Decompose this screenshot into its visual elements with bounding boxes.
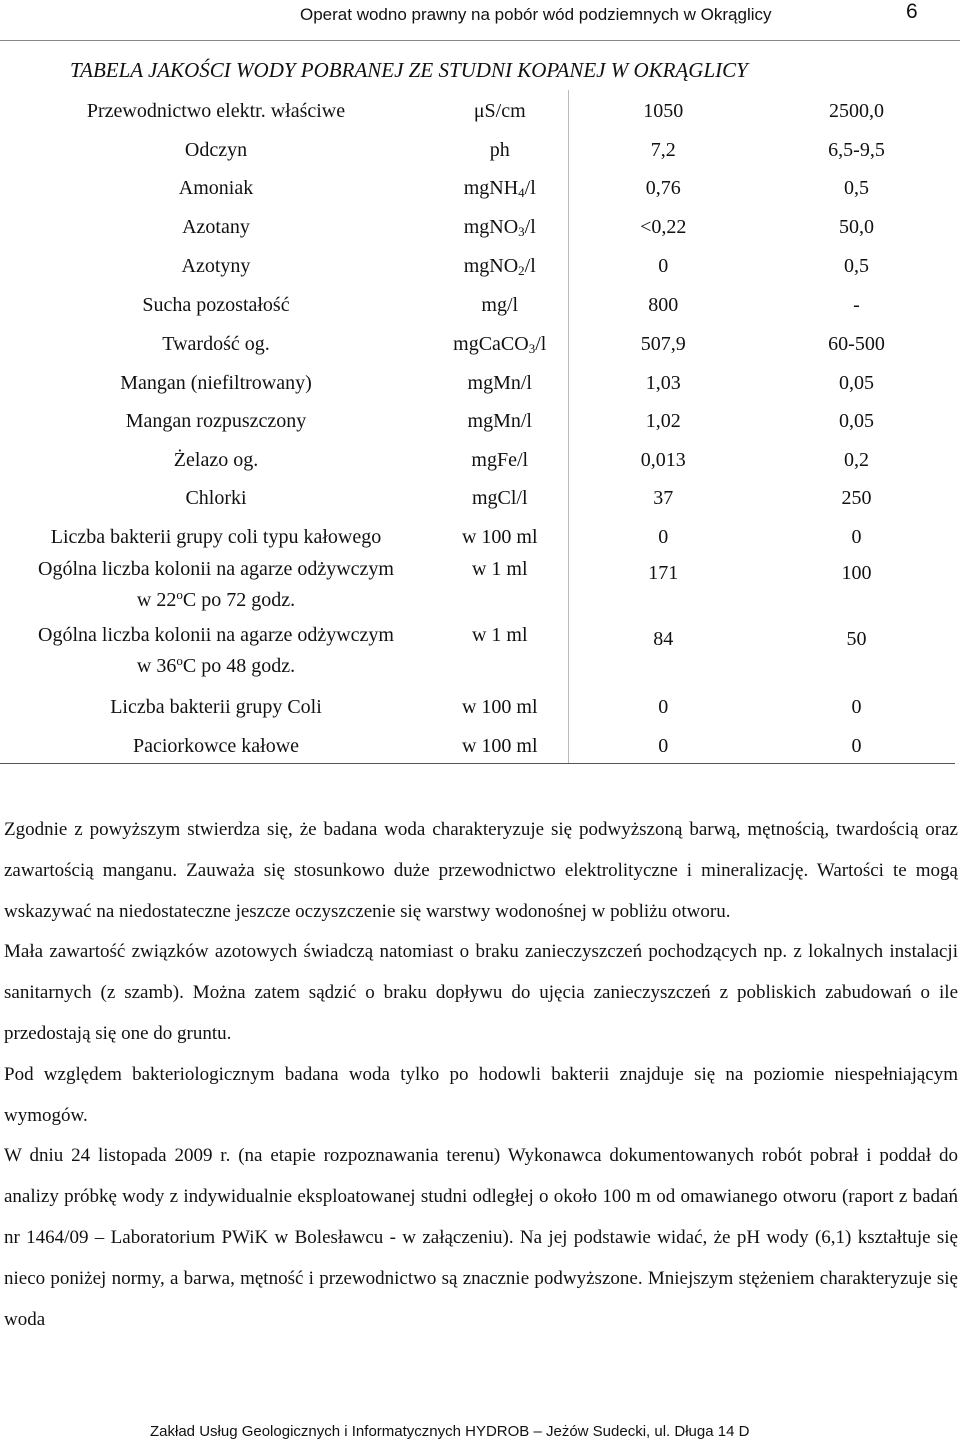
- paragraph: Mała zawartość związków azotowych świadczą natomiast o braku zanieczyszczeń pochodzących np. z lokalnych instalacji sanitarnych (z szamb). Można zatem sądzić o braku dopływu do ujęcia zanieczyszczeń z pobliskich zabudowań o ile przedostają się one do gruntu.: [4, 941, 958, 1044]
- paragraph: Zgodnie z powyższym stwierdza się, że badana woda charakteryzuje się podwyższoną barwą, mętnością, twardością oraz zawartością manganu. Zauważa się stosunkowo duże przewodnictwo elektrolityczne i mineralizację. Wartości te mogą wskazywać na niedostateczne jeszcze oczyszczenie się warstwy wodonośnej w pobliżu otworu.: [4, 819, 958, 922]
- unit-cell: w 100 ml: [432, 516, 568, 555]
- value-cell: 800: [648, 294, 679, 316]
- paragraph: Pod względem bakteriologicznym badana woda tylko po hodowli bakterii znajduje się na poziomie niespełniającym wymogów.: [4, 1063, 958, 1126]
- param-cell: Sucha pozostałość: [142, 294, 290, 316]
- param-line: w 22: [136, 589, 177, 611]
- norm-cell: 60-500: [828, 332, 885, 355]
- unit-cell: w 1 ml: [432, 620, 568, 686]
- value-cell: 84: [653, 628, 674, 650]
- unit-text: /l: [535, 332, 547, 355]
- value-cell: 1,02: [645, 410, 681, 432]
- norm-cell: 0,5: [844, 177, 869, 199]
- norm-cell: -: [853, 294, 860, 316]
- norm-cell: 0,5: [844, 255, 869, 277]
- unit-text: /l: [524, 255, 536, 277]
- table-row: [0, 167, 955, 206]
- value-cell: 37: [653, 487, 674, 509]
- param-cell: [0, 620, 432, 686]
- norm-cell: 0: [758, 725, 955, 764]
- param-cell: Liczba bakterii grupy Coli: [110, 696, 322, 718]
- unit-cell: ph: [432, 129, 568, 168]
- table-row: [0, 323, 955, 362]
- value-cell: 507,9: [640, 332, 686, 355]
- unit-cell: mg/l: [432, 284, 568, 323]
- value-cell: 0,76: [645, 177, 681, 199]
- unit-cell: w 100 ml: [432, 686, 568, 725]
- table-row: [0, 245, 955, 284]
- header-rule: [0, 40, 960, 41]
- unit-cell: [432, 323, 568, 362]
- unit-cell: mgFe/l: [432, 439, 568, 478]
- value-cell: 0,013: [640, 448, 686, 471]
- unit-text: /l: [524, 177, 536, 199]
- param-cell: Przewodnictwo elektr. właściwe: [86, 100, 346, 122]
- unit-subscript: 3: [528, 340, 536, 356]
- param-cell: [0, 554, 432, 620]
- param-line: C po 48 godz.: [182, 655, 296, 677]
- value-cell: 171: [648, 562, 679, 584]
- unit-cell: mgCl/l: [432, 477, 568, 516]
- unit-subscript: 2: [518, 263, 525, 278]
- unit-subscript: 3: [518, 224, 525, 239]
- unit-cell: w 1 ml: [432, 554, 568, 620]
- unit-text: mgCaCO: [453, 332, 529, 355]
- table-row: [0, 516, 955, 555]
- unit-text: mgNH: [463, 177, 519, 199]
- unit-cell: [432, 167, 568, 206]
- param-cell: Paciorkowce kałowe: [0, 725, 432, 764]
- unit-text: /l: [524, 216, 536, 238]
- unit-cell: mgMn/l: [432, 362, 568, 401]
- param-cell: Mangan (niefiltrowany): [120, 371, 312, 394]
- norm-cell: 0: [851, 525, 862, 548]
- table-title: TABELA JAKOŚCI WODY POBRANEJ ZE STUDNI KOPANEJ W OKRĄGLICY: [70, 58, 748, 82]
- norm-cell: 6,5-9,5: [828, 138, 885, 161]
- param-line: w 36: [136, 655, 177, 677]
- table-row: [0, 206, 955, 245]
- unit-text: mgNO: [463, 216, 519, 238]
- unit-text: mgNO: [463, 255, 519, 277]
- table-row: [0, 477, 955, 516]
- unit-cell: [432, 206, 568, 245]
- param-line: C po 72 godz.: [182, 589, 296, 611]
- norm-cell: 250: [841, 487, 872, 509]
- value-cell: <0,22: [640, 216, 687, 238]
- page-number: 6: [906, 0, 918, 23]
- table-row: [0, 620, 955, 686]
- table-row: [0, 284, 955, 323]
- degree-superscript: o: [176, 587, 183, 602]
- param-cell: Chlorki: [185, 487, 247, 509]
- value-cell: 1,03: [645, 371, 681, 394]
- value-cell: 0: [658, 525, 669, 548]
- norm-cell: 0,05: [839, 371, 874, 394]
- table-row: [0, 439, 955, 478]
- norm-cell: 0,2: [844, 448, 869, 471]
- table-row: [0, 90, 955, 129]
- table-row: [0, 362, 955, 401]
- param-cell: Odczyn: [184, 138, 248, 161]
- water-quality-table: [0, 90, 955, 764]
- norm-cell: 0,05: [839, 410, 874, 432]
- param-cell: Liczba bakterii grupy coli typu kałowego: [50, 525, 382, 548]
- table-row: [0, 725, 955, 764]
- body-text: [4, 810, 958, 1340]
- unit-subscript: 4: [518, 185, 525, 200]
- table-row: [0, 554, 955, 620]
- table-row: [0, 129, 955, 168]
- param-cell: Mangan rozpuszczony: [125, 410, 307, 432]
- paragraph: W dniu 24 listopada 2009 r. (na etapie rozpoznawania terenu) Wykonawca dokumentowanych robót pobrał i poddał do analizy próbkę wody z indywidualnie eksploatowanej studni odległej o około 100 m od omawianego otworu (raport z badań nr 1464/09 – Laboratorium PWiK w Bolesławcu - w załączeniu). Na jej podstawie widać, że pH wody (6,1) kształtuje się nieco poniżej normy, a barwa, mętność i przewodnictwo są znacznie podwyższone. Mniejszym stężeniem charakteryzuje się woda: [4, 1145, 958, 1330]
- param-line: Ogólna liczba kolonii na agarze odżywczym: [38, 558, 394, 580]
- param-line: Ogólna liczba kolonii na agarze odżywczym: [38, 624, 394, 646]
- unit-cell: w 100 ml: [432, 725, 568, 764]
- param-cell: Amoniak: [178, 177, 254, 199]
- norm-cell: 50,0: [839, 216, 874, 238]
- degree-superscript: o: [176, 653, 183, 668]
- param-cell: Żelazo og.: [173, 448, 259, 471]
- unit-cell: μS/cm: [432, 90, 568, 129]
- unit-cell: [432, 245, 568, 284]
- norm-cell: 2500,0: [829, 100, 884, 122]
- norm-cell: 0: [851, 696, 862, 718]
- table-row: [0, 400, 955, 439]
- norm-cell: 100: [841, 562, 872, 584]
- param-cell: Azotany: [182, 216, 250, 238]
- running-header-title: Operat wodno prawny na pobór wód podziemnych w Okrąglicy: [300, 5, 772, 24]
- page-footer: Zakład Usług Geologicznych i Informatycznych HYDROB – Jeżów Sudecki, ul. Długa 14 D: [150, 1423, 750, 1440]
- value-cell: 7,2: [650, 138, 676, 161]
- table-row: [0, 686, 955, 725]
- value-cell: 1050: [643, 100, 684, 122]
- value-cell: 0: [658, 696, 669, 718]
- value-cell: 0: [658, 255, 669, 277]
- norm-cell: 50: [846, 628, 867, 650]
- param-cell: Twardość og.: [162, 332, 270, 355]
- value-cell: 0: [568, 725, 758, 764]
- unit-cell: mgMn/l: [432, 400, 568, 439]
- param-cell: Azotyny: [181, 255, 251, 277]
